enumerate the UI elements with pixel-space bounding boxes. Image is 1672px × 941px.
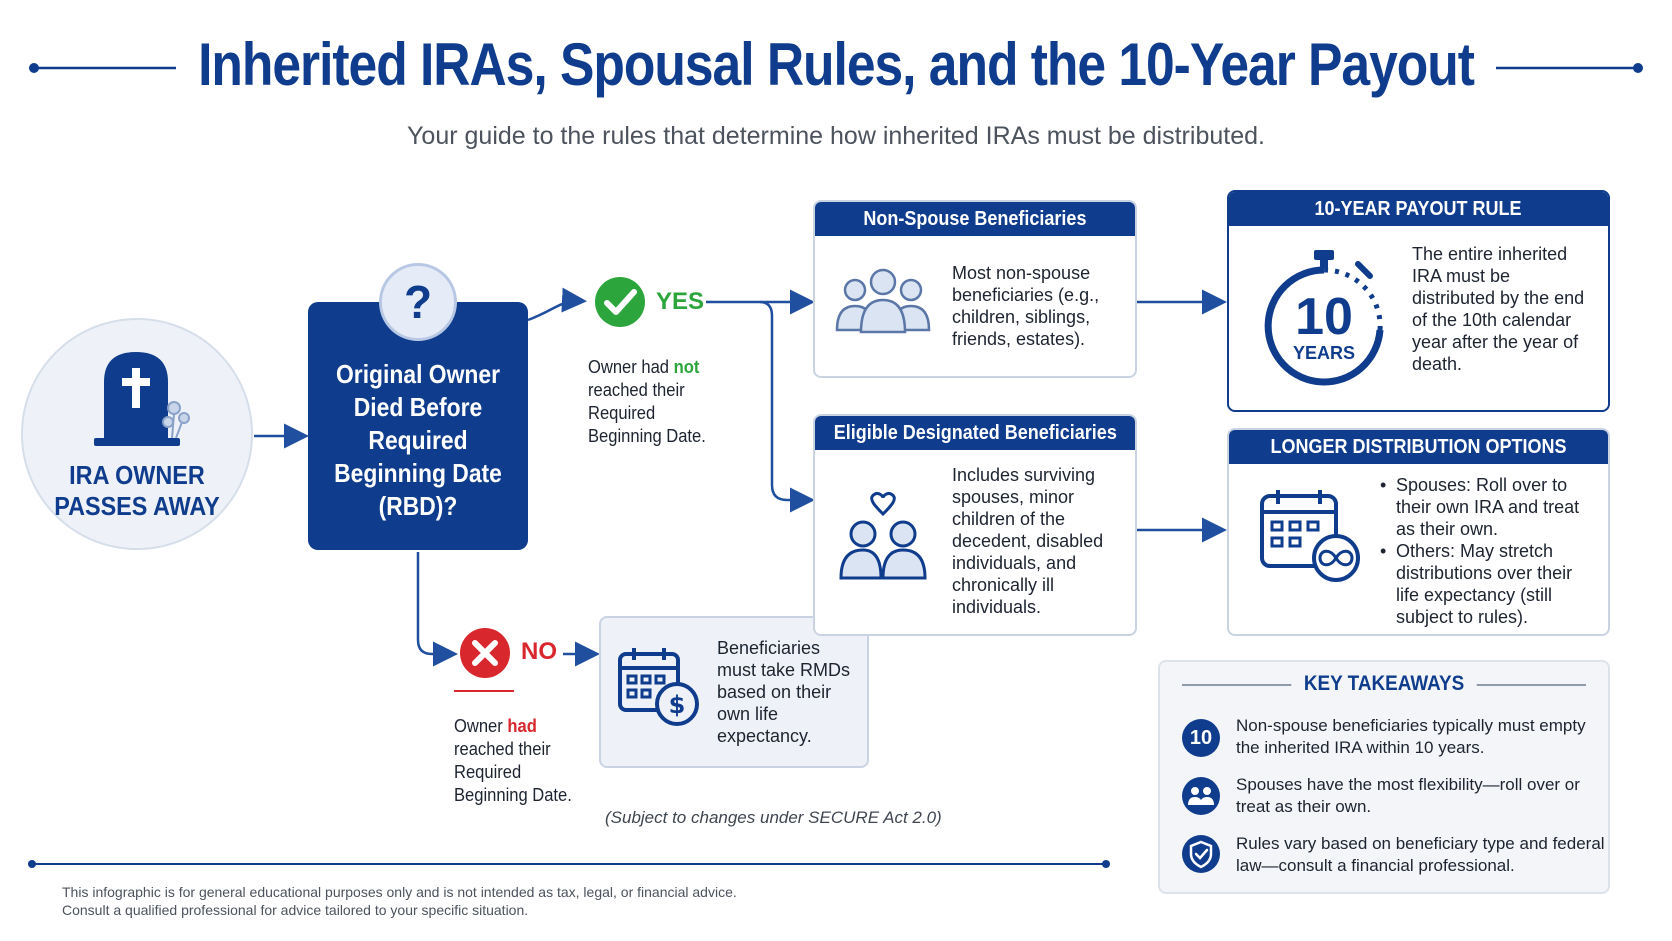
- non-spouse-text: Most non-spouse beneficiaries (e.g., children, siblings, friends, estates).: [952, 263, 1100, 349]
- longer-option-item: • Spouses: Roll over to their own IRA and treat as their own.: [1380, 474, 1598, 540]
- couple-heart-icon: [835, 488, 931, 584]
- ten-badge-icon: 10: [1182, 719, 1220, 757]
- people-icon: [1182, 777, 1220, 815]
- page-title: Inherited IRAs, Spousal Rules, and the 10-Year Payout: [198, 31, 1474, 98]
- x-icon: [459, 627, 511, 679]
- no-condition: Owner had reached their Required Beginning Date.: [454, 716, 572, 805]
- svg-text:$: $: [668, 691, 686, 719]
- ten-badge-number: 10: [1295, 288, 1353, 346]
- no-label: NO: [521, 638, 557, 665]
- secure-act-note: (Subject to changes under SECURE Act 2.0): [605, 808, 942, 827]
- rmd-text: Beneficiaries must take RMDs based on their own life expectancy.: [717, 638, 851, 746]
- calendar-infinity-icon: [1258, 486, 1364, 586]
- footer-rule: [26, 858, 1112, 870]
- question-icon: ?: [379, 263, 457, 341]
- eligible-title: Eligible Designated Beneficiaries: [815, 416, 1135, 450]
- takeaway-item: Rules vary based on beneficiary type and federal law—consult a financial professional.: [1236, 834, 1605, 875]
- non-spouse-title: Non-Spouse Beneficiaries: [815, 202, 1135, 236]
- yes-label: YES: [656, 288, 705, 315]
- check-icon: [594, 276, 646, 328]
- calendar-dollar-icon: [617, 644, 703, 730]
- disclaimer-line-2: Consult a qualified professional for advice tailored to your specific situation.: [62, 902, 529, 918]
- decision-question: Original Owner Died Before Required Beginning Date (RBD)?: [334, 359, 502, 521]
- page-subtitle: Your guide to the rules that determine how inherited IRAs must be distributed.: [407, 122, 1265, 150]
- key-takeaways-title: KEY TAKEAWAYS: [1158, 672, 1610, 696]
- takeaway-item: Spouses have the most flexibility—roll over or treat as their own.: [1236, 775, 1580, 816]
- longer-option-item: • Others: May stretch distributions over their life expectancy (still subject to rules).: [1380, 540, 1598, 628]
- ten-year-title: 10-YEAR PAYOUT RULE: [1229, 192, 1608, 226]
- gravestone-icon: [90, 346, 196, 452]
- longer-options-title: LONGER DISTRIBUTION OPTIONS: [1229, 430, 1608, 464]
- no-underline: [454, 688, 516, 694]
- owner-label: IRA OWNER PASSES AWAY: [54, 460, 220, 521]
- disclaimer-line-1: This infographic is for general educational purposes only and is not intended as tax, legal, or financial advice.: [62, 884, 737, 900]
- ten-badge-unit: YEARS: [1292, 343, 1356, 363]
- ten-year-text: The entire inherited IRA must be distributed by the end of the 10th calendar year after the year of death.: [1412, 244, 1585, 374]
- eligible-text: Includes surviving spouses, minor children of the decedent, disabled individuals, and chronically ill individuals.: [952, 465, 1104, 617]
- shield-check-icon: [1182, 835, 1220, 873]
- yes-condition: Owner had not reached their Required Beginning Date.: [588, 357, 706, 446]
- stopwatch-icon: [1258, 246, 1390, 392]
- group-icon: [835, 268, 931, 340]
- longer-options-list: [1380, 474, 1598, 628]
- takeaway-item: Non-spouse beneficiaries typically must empty the inherited IRA within 10 years.: [1236, 716, 1586, 757]
